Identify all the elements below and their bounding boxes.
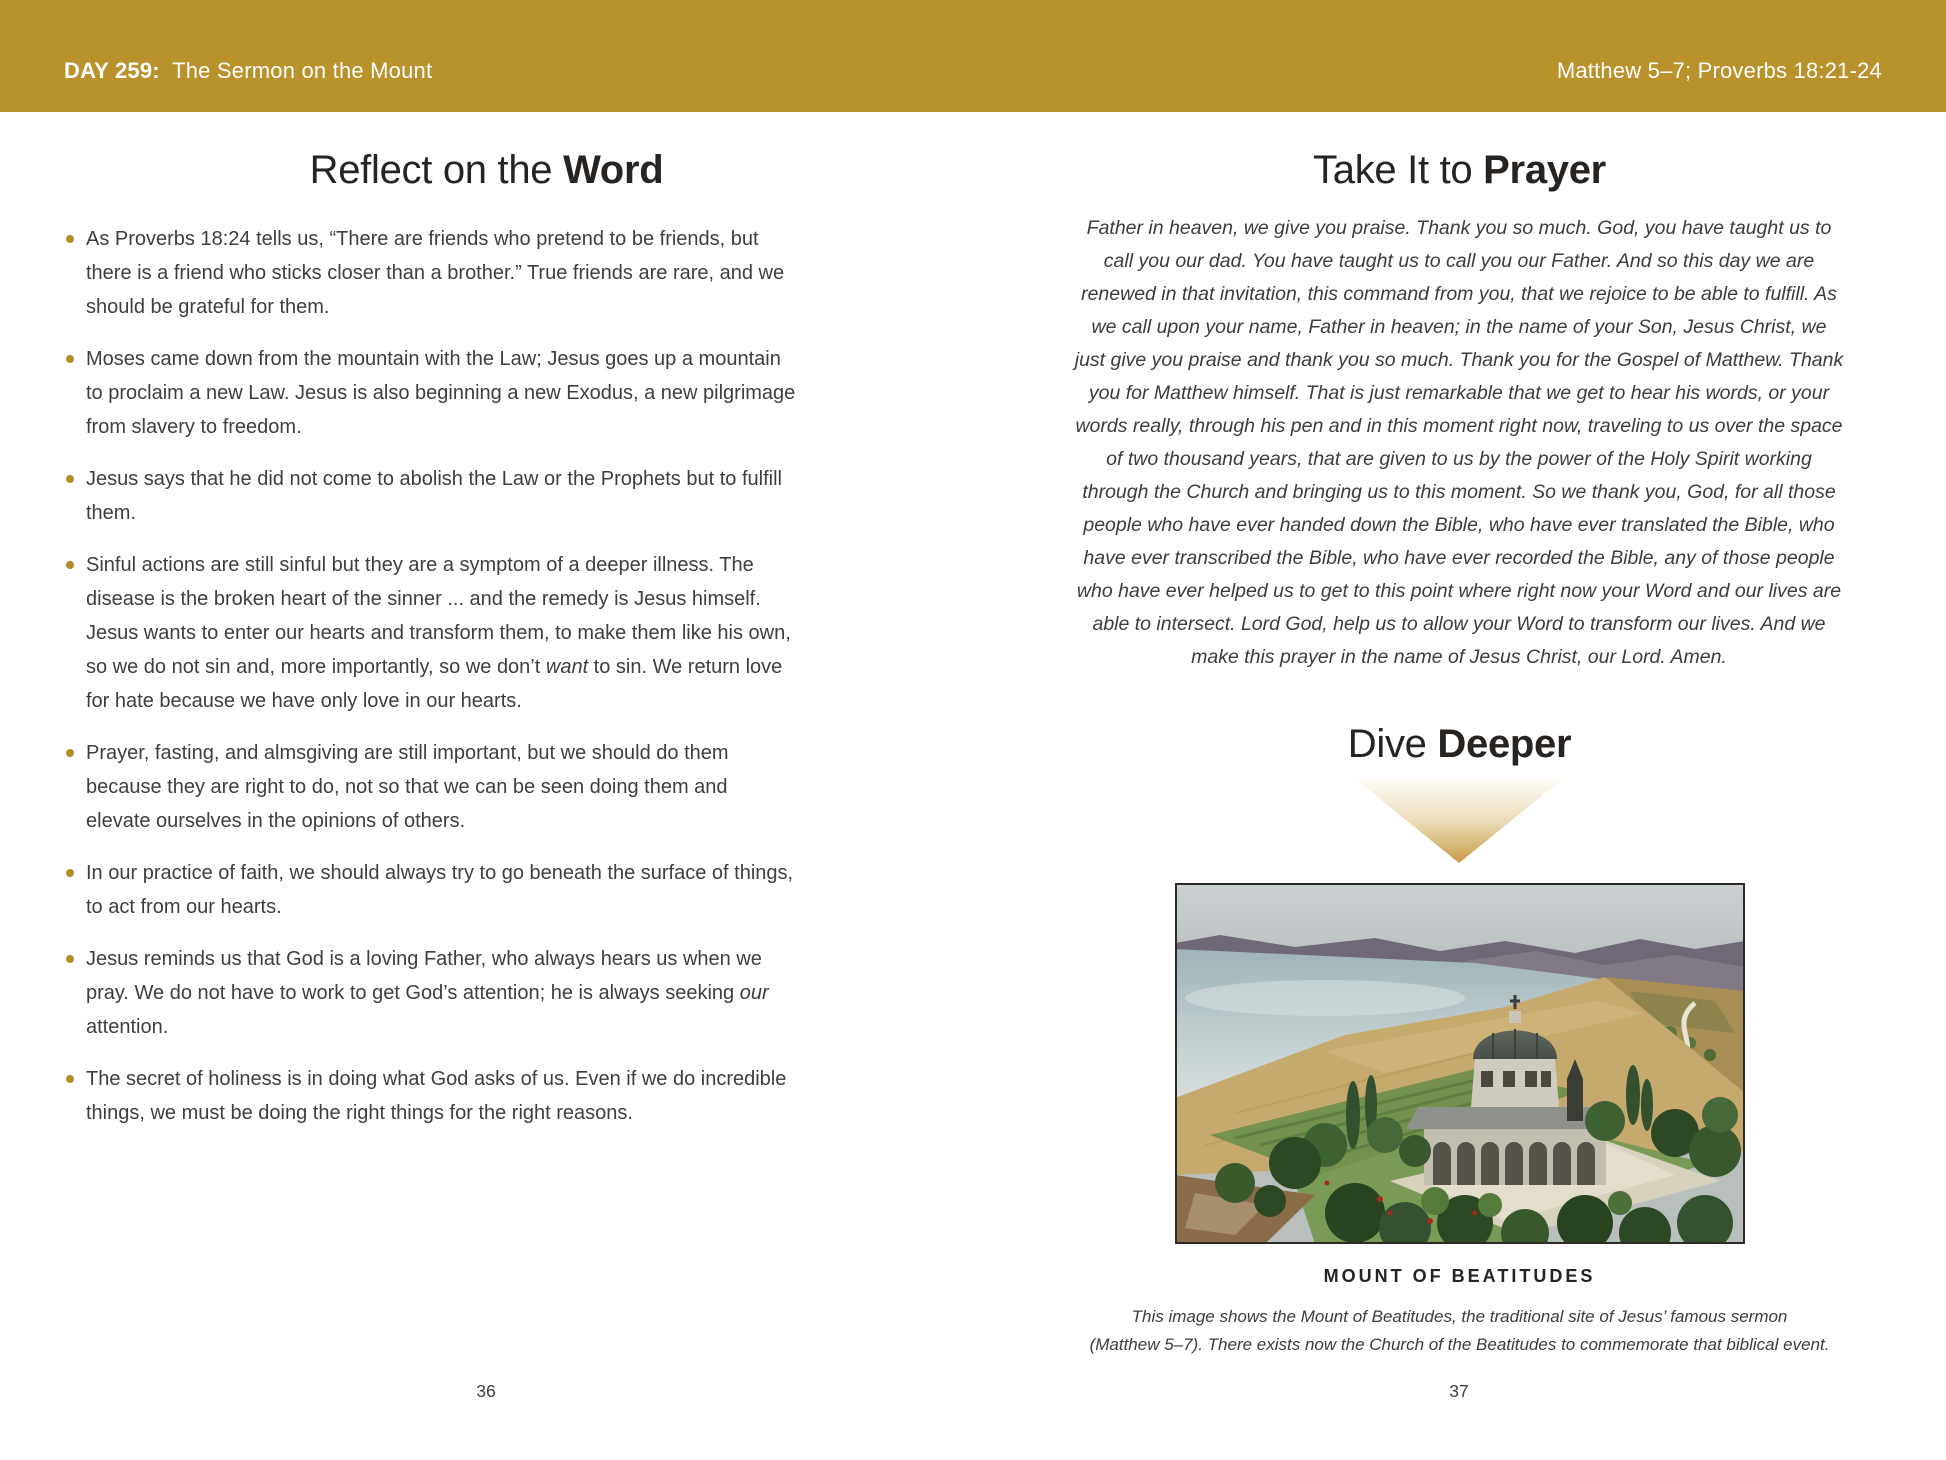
bullet-text: Jesus says that he did not come to abolish the Law or the Prophets but to fulfill them.: [86, 468, 782, 524]
bullet-item: [66, 736, 796, 838]
dive-heading-regular: Dive: [1347, 722, 1438, 766]
reflect-heading-regular: Reflect on the: [309, 148, 564, 192]
bullet-text: The secret of holiness is in doing what God asks of us. Even if we do incredible things, we must be doing the right things for the right reasons.: [86, 1068, 787, 1124]
reflect-heading-bold: Word: [563, 148, 664, 192]
bullet-dot-icon: [66, 1075, 74, 1083]
prayer-heading: [973, 148, 1946, 192]
dive-heading-bold: Deeper: [1437, 722, 1572, 766]
bullet-text: In our practice of faith, we should always try to go beneath the surface of things, to act from our hearts.: [86, 862, 794, 918]
bullet-dot-icon: [66, 955, 74, 963]
header-bar: [0, 0, 1946, 112]
bullet-item: [66, 942, 796, 1044]
photo-caption-line1: This image shows the Mount of Beatitudes, the traditional site of Jesus’ famous sermon: [1131, 1307, 1788, 1326]
page-number-right: 37: [1449, 1381, 1469, 1401]
dive-deeper-heading: [973, 722, 1946, 766]
photo-caption-title: MOUNT OF BEATITUDES: [1323, 1266, 1596, 1286]
bullet-dot-icon: [66, 749, 74, 757]
page-number-left: 36: [476, 1381, 496, 1401]
bullet-dot-icon: [66, 561, 74, 569]
bullet-text: Jesus reminds us that God is a loving Father, who always hears us when we pray. We do not have to work to get God’s attention; he is always seeking our attention.: [86, 948, 769, 1038]
bullet-item: [66, 462, 796, 530]
bullet-list: [66, 222, 796, 1148]
reflect-heading: [0, 148, 973, 192]
bullet-dot-icon: [66, 355, 74, 363]
day-title: The Sermon on the Mount: [172, 58, 433, 83]
bullet-item: [66, 548, 796, 718]
photo-caption: [973, 1303, 1946, 1359]
bullet-item: [66, 856, 796, 924]
mount-of-beatitudes-photo: [1175, 883, 1745, 1244]
day-heading: [64, 58, 432, 84]
gradient-arrow-down-icon: [1353, 777, 1565, 863]
day-number-label: DAY 259:: [64, 58, 160, 83]
bullet-item: [66, 222, 796, 324]
scripture-reference: Matthew 5–7; Proverbs 18:21-24: [1556, 58, 1882, 83]
bullet-item: [66, 1062, 796, 1130]
bullet-item: [66, 342, 796, 444]
bullet-text: Prayer, fasting, and almsgiving are still important, but we should do them because they are right to do, not so that we can be seen doing them and elevate ourselves in the opinions of others.: [86, 742, 729, 832]
bullet-dot-icon: [66, 235, 74, 243]
bullet-dot-icon: [66, 475, 74, 483]
bullet-text: As Proverbs 18:24 tells us, “There are friends who pretend to be friends, but there is a friend who sticks closer than a brother.” True friends are rare, and we should be grateful for them.: [86, 228, 785, 318]
prayer-text: Father in heaven, we give you praise. Thank you so much. God, you have taught us to call you our dad. You have taught us to call you our Father. And so this day we are renewed in that invitation, this command from you, that we rejoice to be able to fulfill. As we call upon your name, Father in heaven; in the name of your Son, Jesus Christ, we just give you praise and thank you so much. Thank you for the Gospel of Matthew. Thank you for Matthew himself. That is just remarkable that we get to hear his words, or your words really, through his pen and in this moment right now, traveling to us over the space of two thousand years, that are given to us by the power of the Holy Spirit working through the Church and bringing us to this moment. So we thank you, God, for all those people who have ever handed down the Bible, who have ever translated the Bible, who have ever transcribed the Bible, who have ever recorded the Bible, any of those people who have ever helped us to get to this point where right now your Word and our lives are able to intersect. Lord God, help us to allow your Word to transform our lives. And we make this prayer in the name of Jesus Christ, our Lord. Amen.: [1074, 217, 1844, 668]
prayer-heading-regular: Take It to: [1313, 148, 1484, 192]
bullet-text: Moses came down from the mountain with the Law; Jesus goes up a mountain to proclaim a new Law. Jesus is also beginning a new Exodus, a new pilgrimage from slavery to freedom.: [86, 348, 796, 438]
bullet-dot-icon: [66, 869, 74, 877]
bullet-text: Sinful actions are still sinful but they are a symptom of a deeper illness. The disease is the broken heart of the sinner ... and the remedy is Jesus himself. Jesus wants to enter our hearts and transform them, to make them like his own, so we do not sin and, more importantly, so we don’t want to sin. We return love for hate because we have only love in our hearts.: [86, 554, 791, 712]
prayer-heading-bold: Prayer: [1483, 148, 1606, 192]
photo-caption-line2: (Matthew 5–7). There exists now the Church of the Beatitudes to commemorate that biblical event.: [1089, 1335, 1830, 1354]
